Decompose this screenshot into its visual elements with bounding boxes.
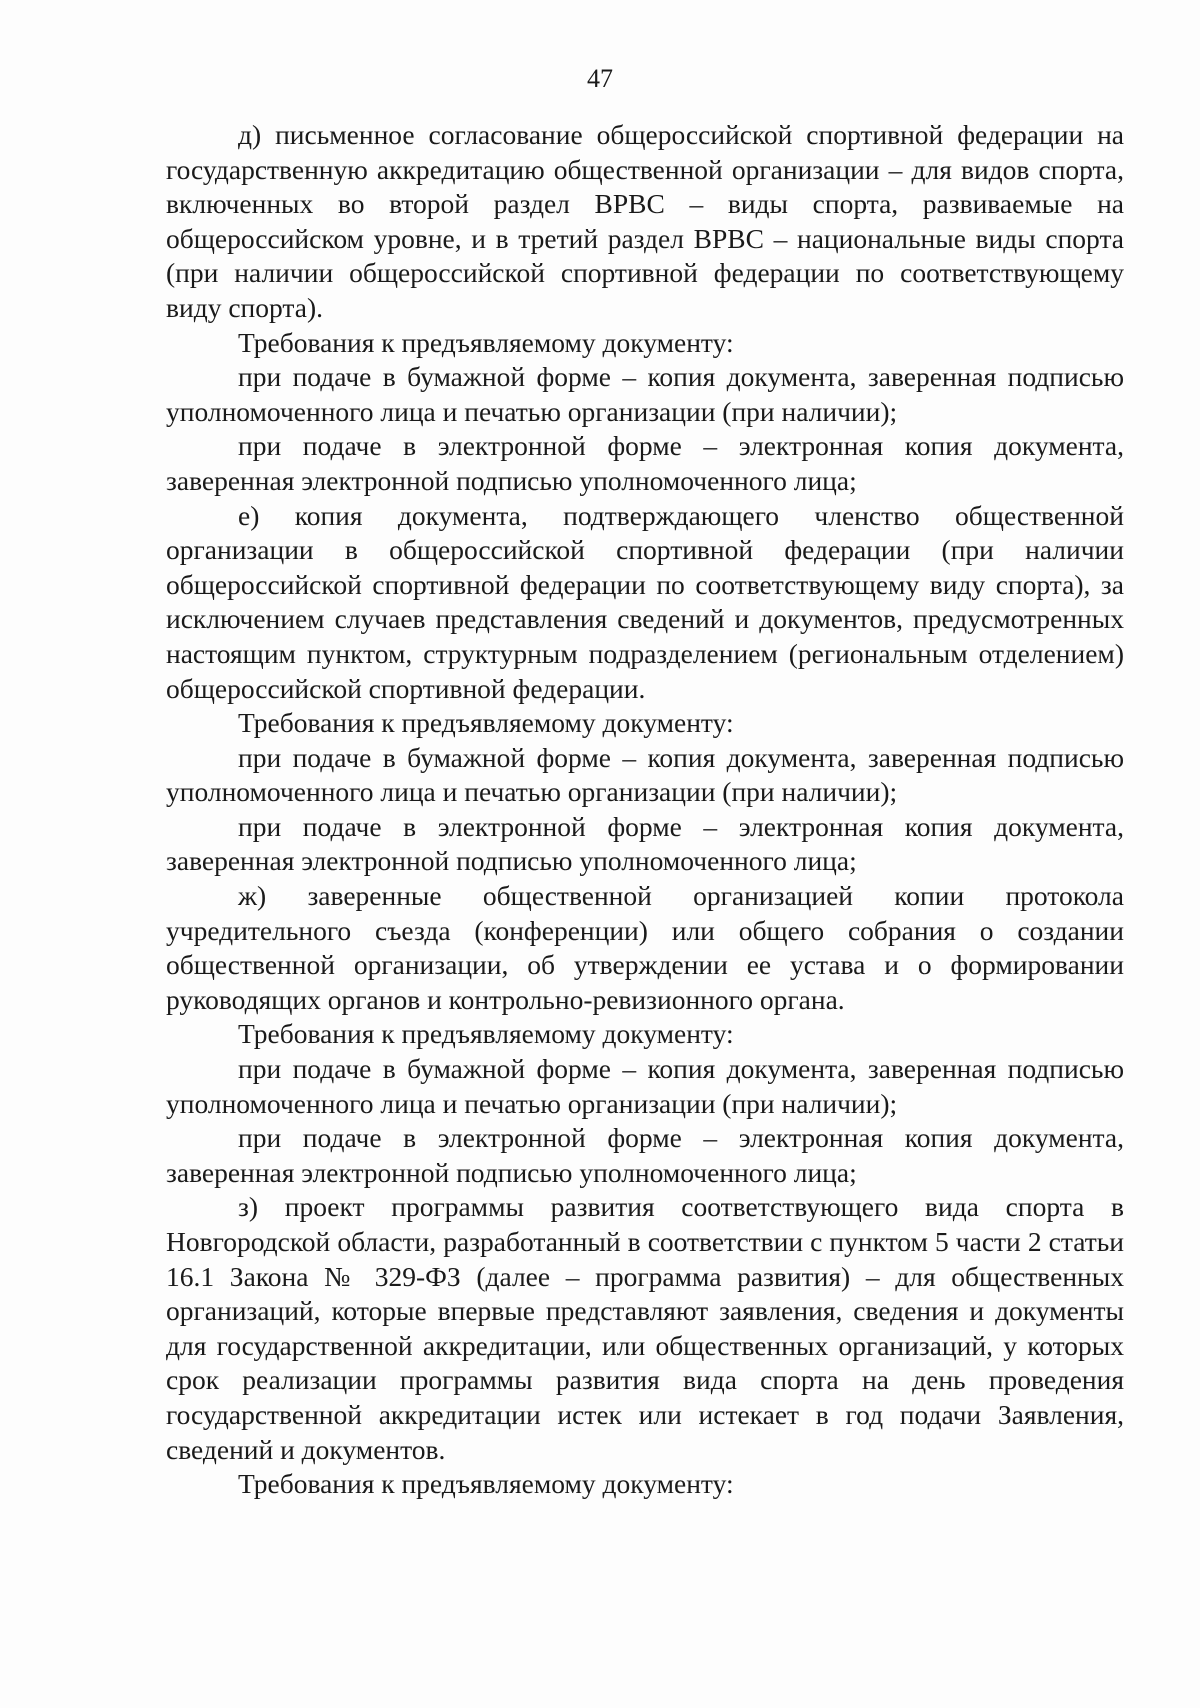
page-number: 47 [587, 64, 613, 93]
paragraph-requirements-heading: Требования к предъявляемому документу: [238, 326, 734, 358]
paragraph-requirements-heading: Требования к предъявляемому документу: [238, 707, 734, 739]
paragraph-requirements-heading: Требования к предъявляемому документу: [238, 1018, 734, 1050]
paragraph-requirements-heading: Требования к предъявляемому документу: [238, 1468, 734, 1500]
paragraph-e-membership: е) копия документа, подтверждающего членство общественной организации в общероссийской спортивной федерации (при наличии общероссийской спортивной федерации по соответствующему виду спорта), за исключением случаев представления сведений и документов, предусмотренных настоящим пунктом, структурным подразделением (региональным отделением) общероссийской спортивной федерации. [166, 499, 1124, 704]
paragraph-electronic-form: при подаче в электронной форме – электронная копия документа, заверенная электронной подписью уполномоченного лица; [166, 1122, 1124, 1188]
paragraph-electronic-form: при подаче в электронной форме – электронная копия документа, заверенная электронной подписью уполномоченного лица; [166, 430, 1124, 496]
document-body [166, 118, 1124, 1502]
paragraph-paper-form: при подаче в бумажной форме – копия документа, заверенная подписью уполномоченного лица и печатью организации (при наличии); [166, 1053, 1124, 1119]
paragraph-d-approval: д) письменное согласование общероссийской спортивной федерации на государственную аккредитацию общественной организации – для видов спорта, включенных во второй раздел ВРВС – виды спорта, развиваемые на общероссийском уровне, и в третий раздел ВРВС – национальные виды спорта (при наличии общероссийской спортивной федерации по соответствующему виду спорта). [166, 119, 1124, 323]
paragraph-paper-form: при подаче в бумажной форме – копия документа, заверенная подписью уполномоченного лица и печатью организации (при наличии); [166, 741, 1124, 808]
paragraph-z-program: з) проект программы развития соответствующего вида спорта в Новгородской области, разработанный в соответствии с пунктом 5 части 2 статьи 16.1 Закона № 329-ФЗ (далее – программа развития) – для общественных организаций, которые впервые представляют заявления, сведения и документы для государственной аккредитации, или общественных организаций, у которых срок реализации программы развития вида спорта на день проведения государственной аккредитации истек или истекает в год подачи Заявления, сведений и документов. [166, 1191, 1124, 1465]
paragraph-zh-protocol: ж) заверенные общественной организацией копии протокола учредительного съезда (конференции) или общего собрания о создании общественной организации, об утверждении ее устава и о формировании руководящих органов и контрольно-ревизионного органа. [166, 880, 1124, 1015]
paragraph-paper-form: при подаче в бумажной форме – копия документа, заверенная подписью уполномоченного лица и печатью организации (при наличии); [166, 361, 1124, 427]
paragraph-electronic-form: при подаче в электронной форме – электронная копия документа, заверенная электронной подписью уполномоченного лица; [166, 810, 1124, 877]
